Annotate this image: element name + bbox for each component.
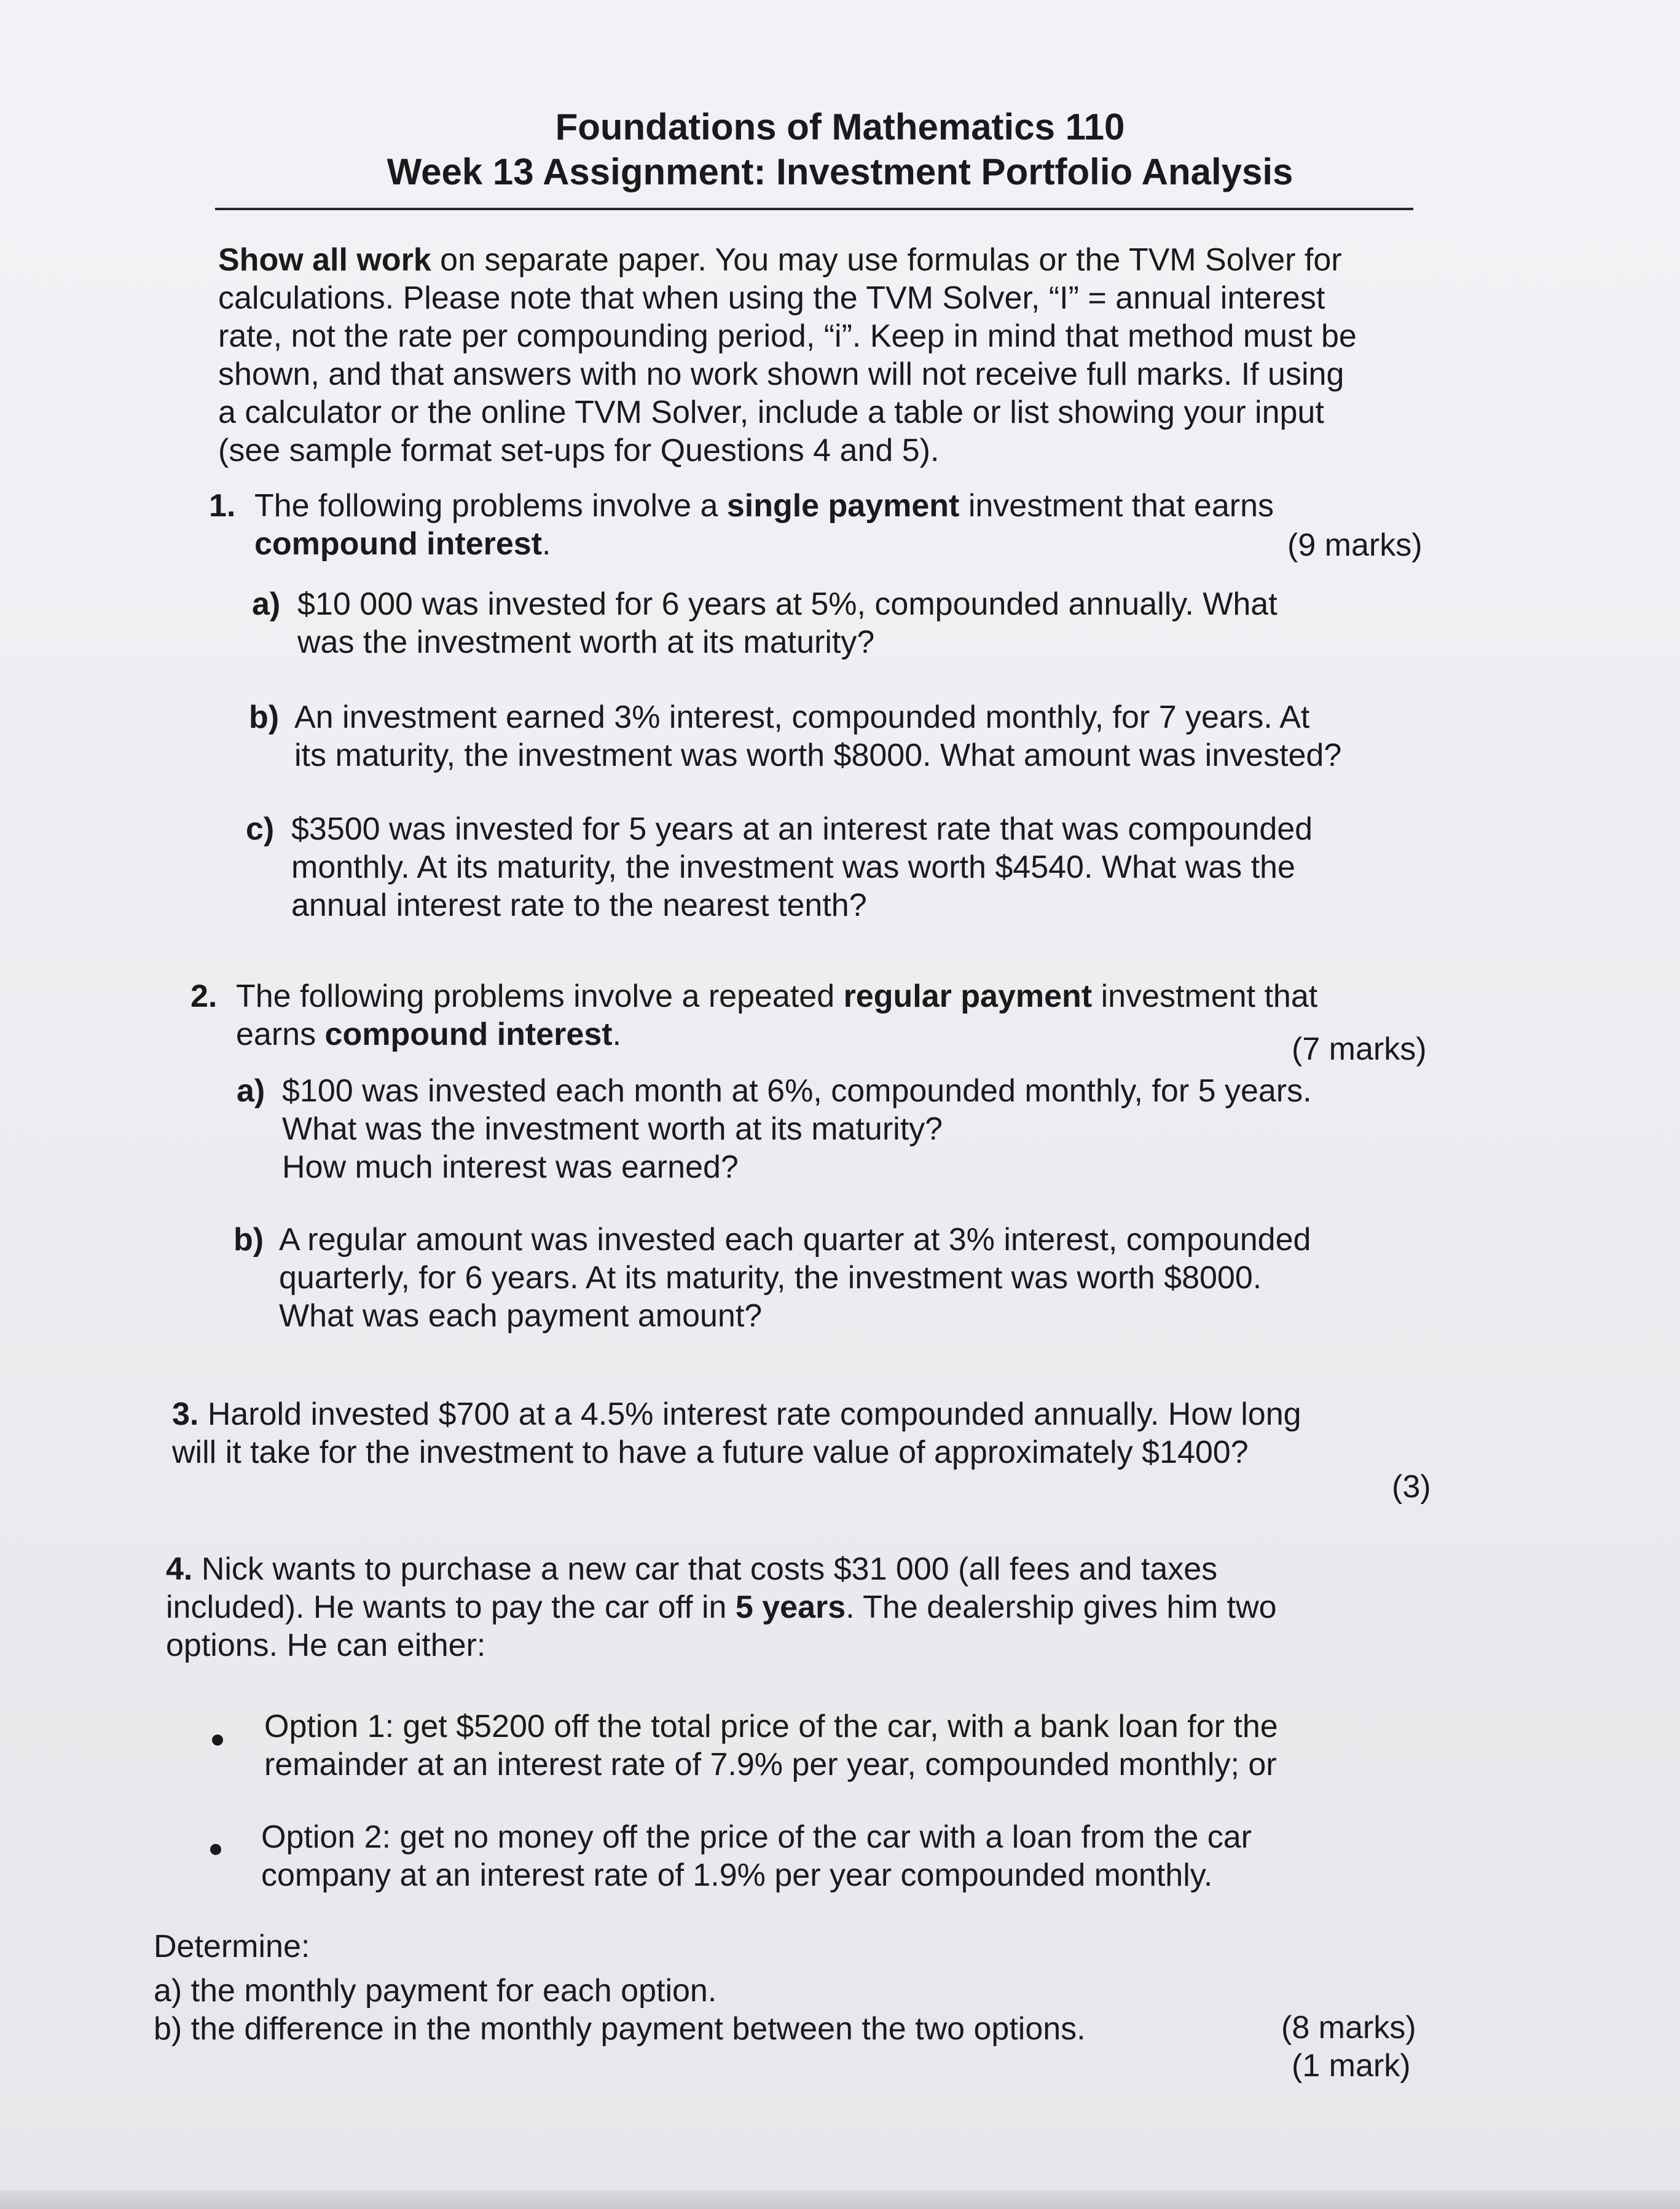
question-text: earns: [236, 1017, 325, 1052]
part-text: a) the monthly payment for each option.: [154, 1973, 717, 2009]
part-text: monthly. At its maturity, the investment was worth $4540. What was the: [291, 849, 1295, 885]
option-text: Option 2: get no money off the price of the car with a loan from the car: [261, 1819, 1252, 1855]
course-title: Foundations of Mathematics 110: [555, 106, 1125, 148]
question-number: 2.: [190, 978, 218, 1014]
question-4b-marks: (1 mark): [1292, 2048, 1411, 2084]
question-number: 4.: [166, 1551, 193, 1587]
part-label: a): [252, 586, 281, 622]
question-emphasis: single payment: [726, 488, 960, 524]
question-text: investment that: [1092, 978, 1318, 1014]
question-1: [209, 487, 1274, 563]
question-text: . The dealership gives him two: [846, 1589, 1277, 1625]
instructions-line: calculations. Please note that when using the TVM Solver, “I” = annual interest: [218, 280, 1325, 316]
instructions-text: on separate paper. You may use formulas or the TVM Solver for: [431, 242, 1342, 278]
question-4-determine: [154, 1927, 1086, 2048]
question-text: The following problems involve a repeated: [236, 978, 844, 1014]
question-2: [190, 977, 1317, 1053]
question-number: 3.: [172, 1396, 199, 1432]
option-text: remainder at an interest rate of 7.9% per year, compounded monthly; or: [264, 1747, 1277, 1782]
bullet-icon: [210, 1844, 221, 1855]
instructions-line: (see sample format set-ups for Questions 4 and 5).: [218, 433, 940, 468]
question-text: The following problems involve a: [254, 488, 727, 524]
part-text: How much interest was earned?: [282, 1149, 739, 1185]
question-3-marks: (3): [1392, 1469, 1431, 1505]
desk-background: [0, 2191, 1680, 2209]
question-number: 1.: [209, 488, 236, 524]
part-label: c): [246, 811, 275, 847]
part-text: $10 000 was invested for 6 years at 5%, compounded annually. What: [297, 586, 1278, 622]
question-emphasis: 5 years: [735, 1589, 846, 1625]
instructions-line: rate, not the rate per compounding period, “i”. Keep in mind that method must be: [218, 318, 1357, 354]
title-divider: [215, 208, 1413, 210]
question-1c: [246, 810, 1313, 924]
question-text: included). He wants to pay the car off in: [166, 1589, 736, 1625]
determine-label: Determine:: [154, 1929, 310, 1964]
part-text: A regular amount was invested each quarter at 3% interest, compounded: [279, 1222, 1311, 1258]
question-3: [172, 1395, 1301, 1471]
part-text: An investment earned 3% interest, compounded monthly, for 7 years. At: [294, 699, 1310, 735]
part-text: quarterly, for 6 years. At its maturity, the investment was worth $8000.: [279, 1260, 1262, 1296]
part-label: b): [249, 699, 280, 735]
bullet-icon: [212, 1735, 223, 1746]
question-emphasis: compound interest: [254, 526, 543, 562]
question-1-marks: (9 marks): [1287, 527, 1423, 563]
question-text: .: [612, 1017, 622, 1052]
question-text: Nick wants to purchase a new car that costs $31 000 (all fees and taxes: [192, 1551, 1218, 1587]
question-1a: [252, 585, 1278, 661]
part-text: What was each payment amount?: [279, 1298, 763, 1334]
instructions-bold: Show all work: [218, 242, 431, 278]
question-4: [166, 1550, 1277, 1664]
question-text: options. He can either:: [166, 1628, 486, 1663]
question-2-marks: (7 marks): [1292, 1031, 1427, 1067]
option-text: company at an interest rate of 1.9% per year compounded monthly.: [261, 1857, 1213, 1893]
question-2b: [234, 1221, 1311, 1335]
question-emphasis: regular payment: [843, 978, 1093, 1014]
part-label: a): [237, 1073, 265, 1109]
part-text: was the investment worth at its maturity?: [297, 624, 875, 660]
part-text: What was the investment worth at its maturity?: [282, 1111, 943, 1147]
part-text: $100 was invested each month at 6%, compounded monthly, for 5 years.: [282, 1073, 1312, 1109]
instructions-line: [218, 241, 1357, 279]
question-text: .: [542, 526, 551, 562]
option-text: Option 1: get $5200 off the total price of the car, with a bank loan for the: [264, 1709, 1278, 1744]
question-4a-marks: (8 marks): [1281, 2010, 1416, 2046]
question-text: investment that earns: [959, 488, 1274, 524]
question-1b: [249, 698, 1341, 774]
part-text: $3500 was invested for 5 years at an interest rate that was compounded: [291, 811, 1313, 847]
question-emphasis: compound interest: [324, 1017, 613, 1052]
question-text: will it take for the investment to have a future value of approximately $1400?: [172, 1435, 1249, 1470]
assignment-title: Week 13 Assignment: Investment Portfolio Analysis: [387, 151, 1293, 192]
option-1: [264, 1707, 1278, 1784]
part-text: b) the difference in the monthly payment between the two options.: [154, 2011, 1086, 2047]
instructions-line: a calculator or the online TVM Solver, include a table or list showing your input: [218, 395, 1324, 430]
instructions-line: shown, and that answers with no work shown will not receive full marks. If using: [218, 356, 1344, 392]
option-2: [261, 1818, 1252, 1894]
instructions: [218, 241, 1357, 470]
part-text: annual interest rate to the nearest tenth?: [291, 888, 867, 923]
part-label: b): [234, 1222, 264, 1258]
question-2a: [237, 1072, 1312, 1186]
question-text: Harold invested $700 at a 4.5% interest rate compounded annually. How long: [198, 1396, 1301, 1432]
part-text: its maturity, the investment was worth $8000. What amount was invested?: [294, 738, 1342, 773]
